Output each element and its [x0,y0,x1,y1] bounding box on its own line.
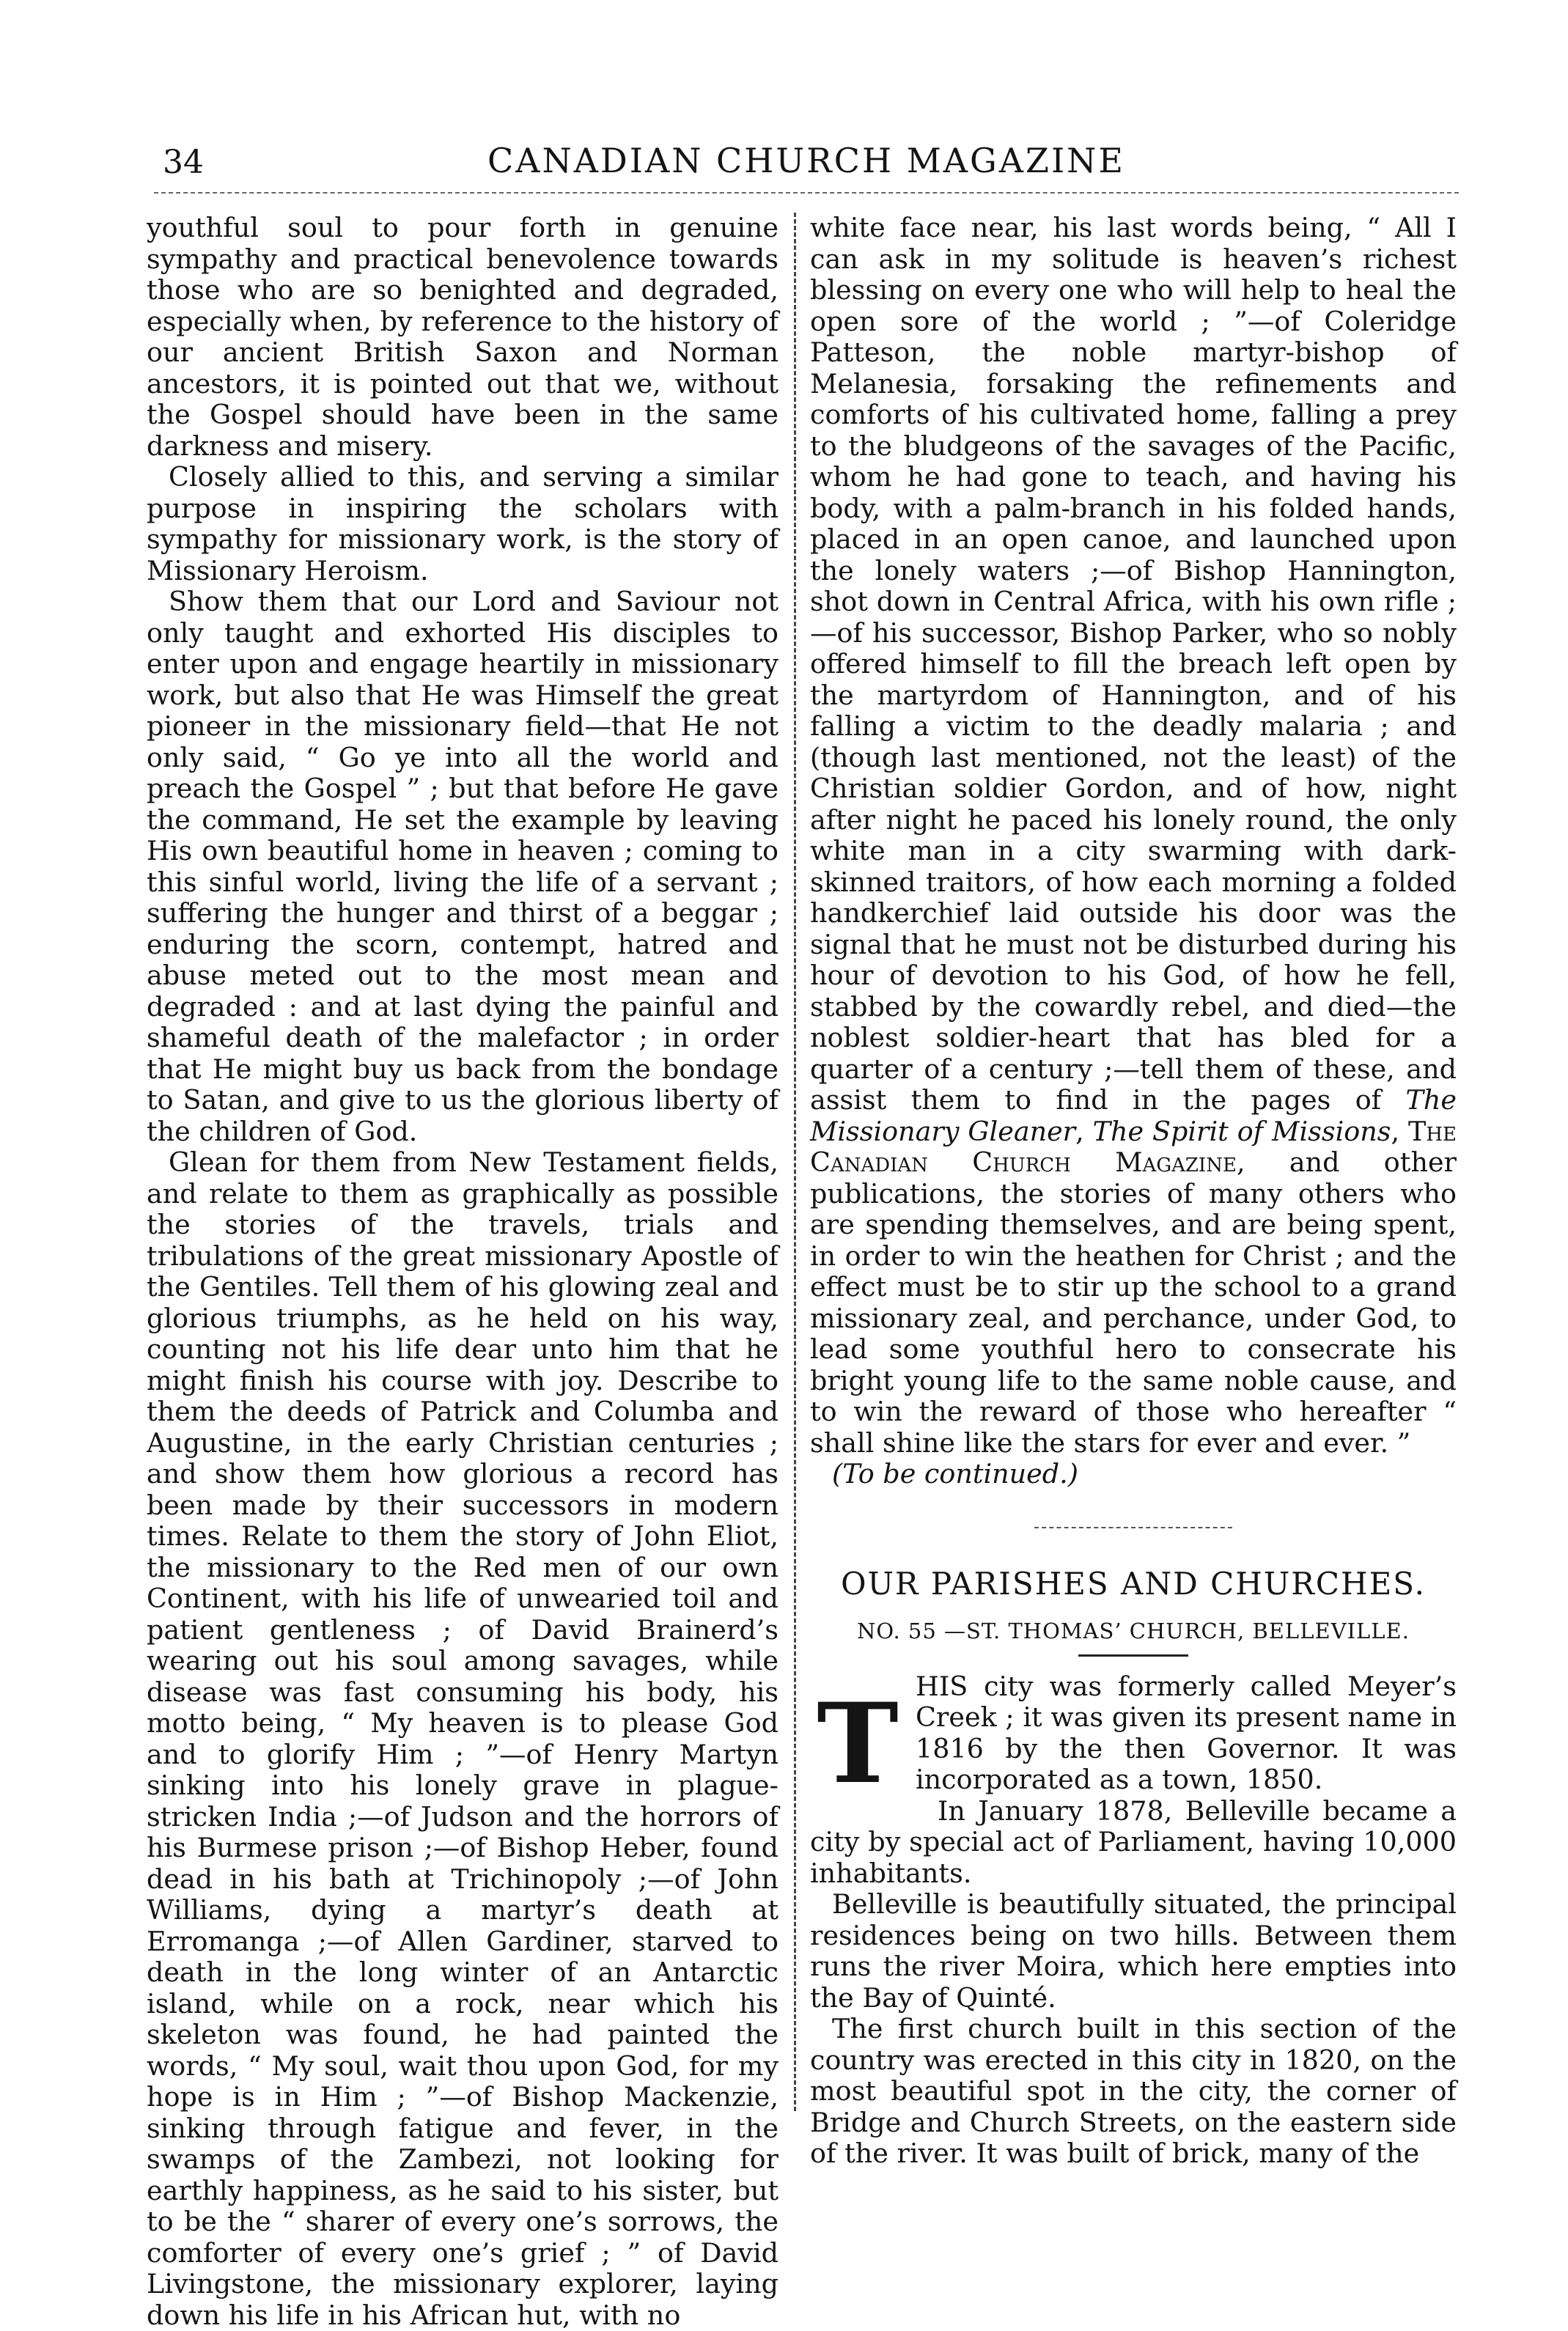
publication-title-smallcaps: The Canadian Church Magazine [810,1115,1457,1178]
continuation-text: white face near, his last words being, “ All I can ask in my solitude is heaven’s richest blessing on every one who will help to heal the open sore of the world ; ”—of Coleridge Patteson, the noble martyr-bishop of Melanesia, forsaking the refinements and comforts of his cultivated home, falling a prey to the bludgeons of the savages of the Pacific, whom he had gone to teach, and having his body, with a palm-branch in his folded hands, placed in an open canoe, and launched upon the lonely waters ;—of Bishop Hannington, shot down in Central Africa, with his own rifle ;—of his successor, Bishop Parker, who so nobly offered himself to fill the breach left open by the martyrdom of Hannington, and of his falling a victim to the deadly malaria ; and (though last mentioned, not the least) of the Christian soldier Gordon, and of how, night after night he paced his lonely round, the only white man in a city swarming with dark-skinned traitors, of how each morning a folded handkerchief laid outside his door was the signal that he must not be disturbed during his hour of devotion to his God, of how he fell, stabbed by the cowardly rebel, and died—the noblest soldier-heart that has bled for a quarter of a century ;—tell them of these, and assist them to find in the pages of [810,212,1457,1116]
paragraph: Closely allied to this, and serving a similar purpose in inspiring the scholars with sympathy for missionary work, is the story of Missionary Heroism. [147,461,779,586]
article-subtitle: NO. 55 —ST. THOMAS’ CHURCH, BELLEVILLE. [857,1618,1410,1643]
ornamental-drop-cap [810,1674,905,1813]
page-number: 34 [163,144,204,181]
separator: , [1391,1115,1408,1147]
section-separator [1034,1527,1232,1528]
separator: , [1075,1115,1093,1147]
section-title: OUR PARISHES AND CHURCHES. [841,1565,1426,1602]
paragraph: Show them that our Lord and Saviour not only taught and exhorted His disciples to enter upon and engage heartily in missionary work, but also that He was Himself the great pioneer in the missionary field—that He not only said, “ Go ye into all the world and preach the Gospel ” ; but that before He gave the command, He set the example by leaving His own beautiful home in heaven ; coming to this sinful world, living the life of a servant ; suffering the hunger and thirst of a beggar ; enduring the scorn, contempt, hatred and abuse meted out to the most mean and degraded : and at last dying the painful and shameful death of the malefactor ; in order that He might buy us back from the bondage to Satan, and give to us the glorious liberty of the children of God. [147,586,779,1147]
left-column [147,213,779,2331]
publication-title: The Missionary Gleaner [810,1084,1457,1147]
column-divider [794,213,796,2111]
header-rule [154,192,1459,194]
paragraph: Glean for them from New Testament fields, and relate to them as graphically as possible the stories of the travels, trials and tribulations of the great missionary Apostle of the Gentiles. Tell them of his glowing zeal and glorious triumphs, as he held on his way, counting not his life dear unto him that he might finish his course with joy. Describe to them the deeds of Patrick and Columba and Augustine, in the early Christian centuries ; and show them how glorious a record has been made by their successors in modern times. Relate to them the story of John Eliot, the missionary to the Red men of our own Continent, with his life of unwearied toil and patient gentleness ; of David Brainerd’s wearing out his soul among savages, while disease was fast consuming his body, his motto being, “ My heaven is to please God and to glorify Him ; ”—of Henry Martyn sinking into his lonely grave in plague-stricken India ;—of Judson and the horrors of his Burmese prison ;—of Bishop Heber, found dead in his bath at Trichinopoly ;—of John Williams, dying a martyr’s death at Erromanga ;—of Allen Gardiner, starved to death in the long winter of an Antarctic island, while on a rock, near which his skeleton was found, he had painted the words, “ My soul, wait thou upon God, for my hope is in Him ; ”—of Bishop Mackenzie, sinking through fatigue and fever, in the swamps of the Zambezi, not looking for earthly happiness, as he said to his sister, but to be the “ sharer of every one’s sorrows, the comforter of every one’s grief ; ” of David Livingstone, the missionary explorer, laying down his life in his African hut, with no [147,1146,779,2331]
subtitle-rule [1078,1654,1188,1657]
running-title: CANADIAN CHURCH MAGAZINE [487,141,1125,180]
paragraph: The first church built in this section of the country was erected in this city in 1820, on the most beautiful spot in the city, the corner of Bridge and Church Streets, on the eastern side of the river. It was built of brick, many of the [810,2013,1457,2169]
drop-cap-letter: T [817,1679,899,1808]
paragraph: Belleville is beautifully situated, the principal residences being on two hills. Between them runs the river Moira, which here empties into the Bay of Quinté. [810,1888,1457,2014]
paragraph-continuation [810,213,1457,1459]
paragraph: youthful soul to pour forth in genuine sympathy and practical benevolence towards those who are so benighted and degraded, especially when, by reference to the history of our ancient British Saxon and Norman ancestors, it is pointed out that we, without the Gospel should have been in the same darkness and misery. [147,212,779,462]
paragraph: In January 1878, Belleville became a city by special act of Parliament, having 10,000 inhabitants. [810,1794,1457,1889]
page-header [154,141,1459,192]
to-be-continued: (To be continued.) [832,1458,1078,1489]
publication-title: The Spirit of Missions [1092,1115,1391,1147]
continuation-text: , and other publications, the stories of many others who are spending themselves, and are being spent, in order to win the heathen for Christ ; and the effect must be to stir up the school to a grand missionary zeal, and perchance, under God, to lead some youthful hero to consecrate his bright young life to the same noble cause, and to win the reward of those who hereafter “ shall shine like the stars for ever and ever. ” [810,1146,1457,1459]
lead-paragraph: HIS city was formerly called Meyer’s Creek ; it was given its present name in 1816 by the then Governor. It was incorporated as a town, 1850. [916,1670,1457,1795]
right-column [810,213,1457,2170]
